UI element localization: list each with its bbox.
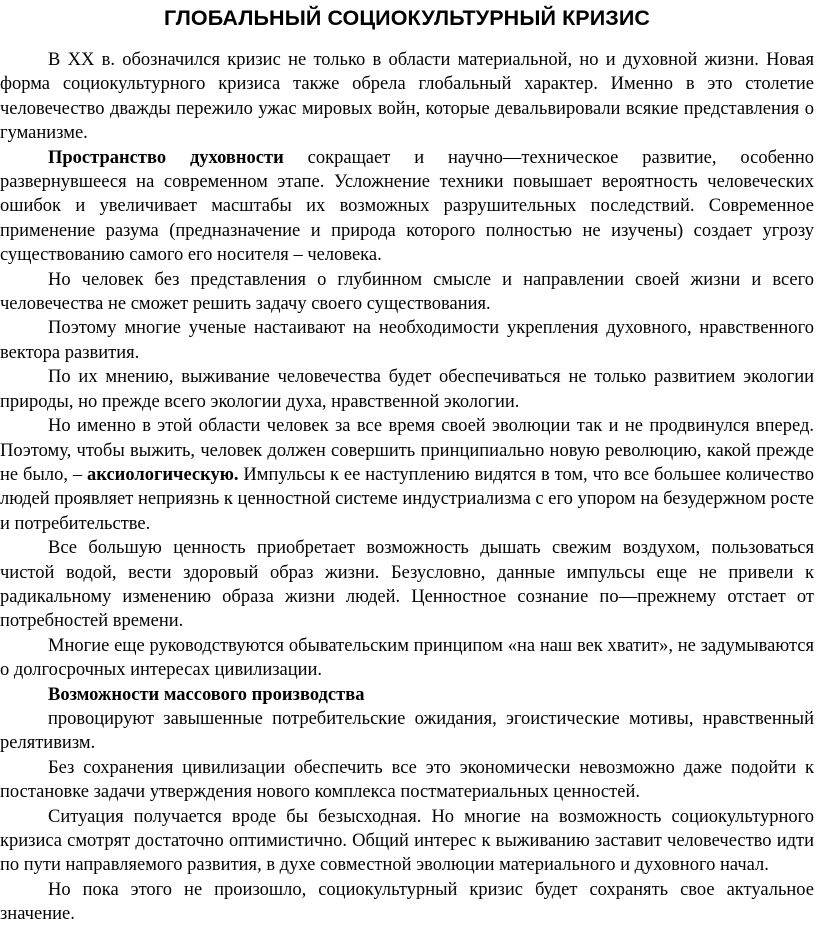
paragraph-3: Но человек без представления о глубинном смысле и направлении своей жизни и всего человечества не сможет решить задачу своего существования.: [0, 269, 814, 315]
paragraph-2-text: сокращает и научно—техническое развитие, особенно развернувшееся на современном этапе. Усложнение техники повышает вероятность человеческих ошибок и увеличивает масштабы их возможных разрушительных последствий. Современное применение разума (предназначение и природа которого полностью не изучены) создает угрозу существованию самого его носителя – человека.: [0, 147, 814, 266]
paragraph-4: Поэтому многие ученые настаивают на необходимости укрепления духовного, нравственного вектора развития.: [0, 318, 814, 363]
paragraph-6: [0, 414, 814, 536]
paragraph-6-text-end: Импульсы к ее наступлению видятся в том, что все большее количество людей проявляет неприязнь к ценностной системе индустриализма с его упором на безудержном росте и потребительстве.: [0, 464, 815, 534]
paragraph-6-text-start: Но именно в этой области человек за все время своей эволюции так и не продвинулся вперед. Поэтому, чтобы выжить, человек должен совершить принципиально новую революцию, какой прежде не было, –: [0, 416, 814, 485]
paragraph-8: Многие еще руководствуются обывательским принципом «на наш век хватит», не задумываются о долгосрочных интересах цивилизации.: [0, 635, 814, 681]
paragraph-2-bold-term: Пространство духовности: [48, 147, 284, 168]
paragraph-10: Без сохранения цивилизации обеспечить все это экономически невозможно даже подойти к постановке задачи утверждения нового комплекса постматериальных ценностей.: [0, 757, 814, 803]
paragraph-9: провоцируют завышенные потребительские ожидания, эгоистические мотивы, нравственный релятивизм.: [0, 708, 814, 754]
paragraph-11: Ситуация получается вроде бы безысходная. Но многие на возможность социокультурного кризиса смотрят достаточно оптимистично. Общий интерес к выживанию заставит человечество идти по пути направляемого развития, в духе совместной эволюции материального и духовного начал.: [0, 806, 814, 876]
paragraph-6-bold-term: аксиологическую.: [87, 464, 239, 485]
paragraph-2: [0, 146, 814, 268]
section-heading: Возможности массового производства: [48, 684, 365, 705]
paragraph-1: В XX в. обозначился кризис не только в области материальной, но и духовной жизни. Новая форма социокультурного кризиса также обрела глобальный характер. Именно в это столетие человечество дважды пережило ужас мировых войн, которые девальвировали всякие представления о гуманизме.: [0, 50, 814, 144]
paragraph-5: По их мнению, выживание человечества будет обеспечиваться не только развитием экологии природы, но прежде всего экологии духа, нравственной экологии.: [0, 367, 814, 412]
paragraph-7: Все большую ценность приобретает возможность дышать свежим воздухом, пользоваться чистой водой, вести здоровый образ жизни. Безусловно, данные импульсы еще не привели к радикальному изменению образа жизни людей. Ценностное сознание по—прежнему отстает от потребностей времени.: [0, 538, 814, 632]
paragraph-12: Но пока этого не произошло, социокультурный кризис будет сохранять свое актуальное значение.: [0, 879, 814, 925]
document-title: ГЛОБАЛЬНЫЙ СОЦИОКУЛЬТУРНЫЙ КРИЗИС: [163, 6, 651, 30]
